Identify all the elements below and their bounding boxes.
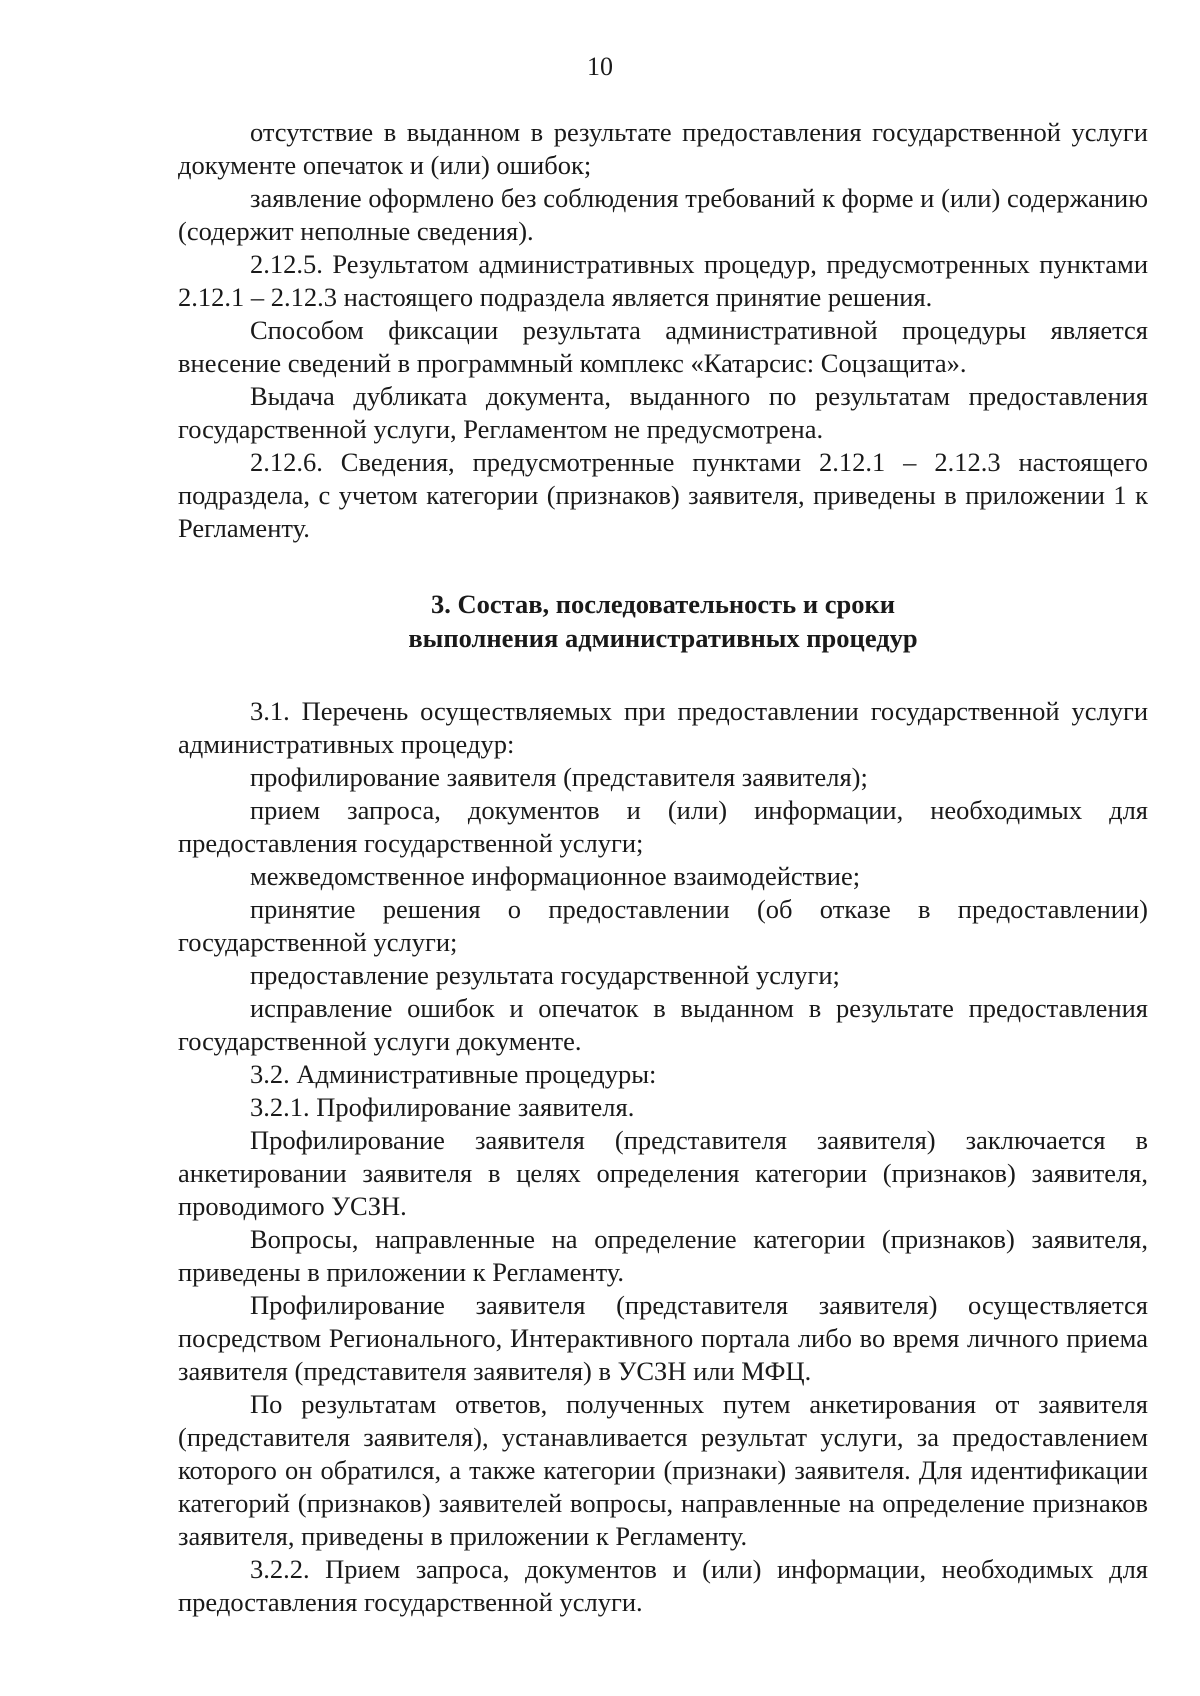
paragraph: 2.12.6. Сведения, предусмотренные пунктами 2.12.1 – 2.12.3 настоящего подраздела, с учетом категории (признаков) заявителя, приведены в приложении 1 к Регламенту.: [178, 447, 1148, 543]
paragraph: Способом фиксации результата административной процедуры является внесение сведений в программный комплекс «Катарсис: Соцзащита».: [178, 315, 1148, 378]
list-item: предоставление результата государственной услуги;: [250, 960, 840, 990]
page-number: 10: [587, 52, 613, 81]
paragraph: 3.2.2. Прием запроса, документов и (или) информации, необходимых для предоставления государственной услуги.: [178, 1554, 1148, 1617]
list-item: профилирование заявителя (представителя заявителя);: [250, 762, 868, 792]
paragraph: Профилирование заявителя (представителя заявителя) осуществляется посредством Регионального, Интерактивного портала либо во время личного приема заявителя (представителя заявителя) в УСЗН или МФЦ.: [178, 1290, 1148, 1386]
list-item: исправление ошибок и опечаток в выданном в результате предоставления государственной услуги документе.: [178, 993, 1148, 1056]
paragraph: Выдача дубликата документа, выданного по результатам предоставления государственной услуги, Регламентом не предусмотрена.: [178, 381, 1148, 444]
paragraph: 3.2. Административные процедуры:: [250, 1059, 657, 1089]
paragraph: Профилирование заявителя (представителя заявителя) заключается в анкетировании заявителя в целях определения категории (признаков) заявителя, проводимого УСЗН.: [178, 1125, 1148, 1221]
paragraph: заявление оформлено без соблюдения требований к форме и (или) содержанию (содержит неполные сведения).: [178, 183, 1148, 246]
section-heading: [178, 587, 1148, 655]
paragraph: 3.2.1. Профилирование заявителя.: [250, 1092, 635, 1122]
paragraph: Вопросы, направленные на определение категории (признаков) заявителя, приведены в приложении к Регламенту.: [178, 1224, 1148, 1287]
section-heading-line: 3. Состав, последовательность и сроки: [430, 589, 895, 619]
paragraph: отсутствие в выданном в результате предоставления государственной услуги документе опечаток и (или) ошибок;: [178, 117, 1148, 180]
list-item: принятие решения о предоставлении (об отказе в предоставлении) государственной услуги;: [178, 894, 1148, 957]
paragraph: По результатам ответов, полученных путем анкетирования от заявителя (представителя заявителя), устанавливается результат услуги, за предоставлением которого он обратился, а также категории (признаки) заявителя. Для идентификации категорий (признаков) заявителей вопросы, направленные на определение признаков заявителя, приведены в приложении к Регламенту.: [178, 1389, 1148, 1551]
paragraph: 2.12.5. Результатом административных процедур, предусмотренных пунктами 2.12.1 – 2.12.3 настоящего подраздела является принятие решения.: [178, 249, 1148, 312]
list-item: межведомственное информационное взаимодействие;: [250, 861, 861, 891]
list-item: прием запроса, документов и (или) информации, необходимых для предоставления государственной услуги;: [178, 795, 1148, 858]
section-heading-line: выполнения административных процедур: [408, 623, 918, 653]
paragraph: 3.1. Перечень осуществляемых при предоставлении государственной услуги административных процедур:: [178, 696, 1148, 759]
document-body: [178, 116, 1148, 1619]
